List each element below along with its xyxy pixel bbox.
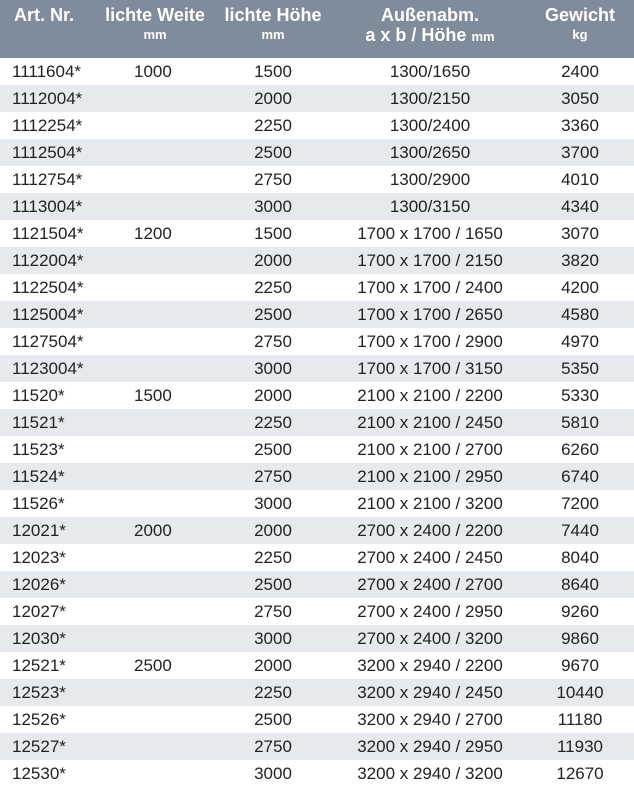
- cell-gewicht: 5810: [561, 413, 599, 432]
- table-row: [0, 355, 634, 382]
- cell-gewicht: 9860: [561, 629, 599, 648]
- cell-lichte-weite: [98, 436, 212, 463]
- cell-lichte-weite: [98, 463, 212, 490]
- cell-art-nr: 12523*: [12, 683, 66, 702]
- table-row: [0, 220, 634, 247]
- cell-art-nr: 12027*: [12, 602, 66, 621]
- header-lichte-weite-label: lichte Weite: [105, 5, 205, 25]
- table-row: [0, 760, 634, 787]
- cell-gewicht: 4200: [561, 278, 599, 297]
- cell-aussenabm: 2100 x 2100 / 3200: [357, 494, 503, 513]
- header-aussenabm-unit: mm: [471, 29, 495, 44]
- cell-lichte-weite: [98, 625, 212, 652]
- cell-aussenabm: 1300/2150: [389, 89, 471, 108]
- cell-art-nr: 12530*: [12, 764, 66, 783]
- cell-aussenabm: 1300/3150: [389, 197, 471, 216]
- cell-lichte-hoehe: 3000: [254, 197, 292, 216]
- cell-aussenabm: 1300/2650: [389, 143, 471, 162]
- cell-aussenabm: 3200 x 2940 / 3200: [357, 764, 503, 783]
- cell-aussenabm: 1300/2400: [389, 116, 471, 135]
- cell-lichte-hoehe: 2750: [254, 332, 292, 351]
- cell-gewicht: 4580: [561, 305, 599, 324]
- table-row: [0, 598, 634, 625]
- cell-lichte-weite: [98, 544, 212, 571]
- cell-lichte-weite: [98, 409, 212, 436]
- cell-gewicht: 3050: [561, 89, 599, 108]
- header-lichte-hoehe: [212, 0, 334, 58]
- cell-lichte-hoehe: 3000: [254, 764, 292, 783]
- cell-lichte-hoehe: 1500: [254, 62, 292, 81]
- cell-lichte-weite: [98, 760, 212, 787]
- table-row: [0, 463, 634, 490]
- cell-art-nr: 1112504*: [12, 143, 83, 162]
- table-row: [0, 436, 634, 463]
- cell-lichte-weite: [98, 247, 212, 274]
- cell-gewicht: 11180: [557, 710, 603, 729]
- cell-lichte-weite: [98, 301, 212, 328]
- table-row: [0, 166, 634, 193]
- cell-art-nr: 1122004*: [12, 251, 84, 270]
- header-lichte-weite-unit: mm: [143, 27, 167, 42]
- cell-art-nr: 1112254*: [12, 116, 83, 135]
- cell-art-nr: 1121504*: [12, 224, 84, 243]
- cell-lichte-hoehe: 2500: [254, 440, 292, 459]
- cell-gewicht: 4340: [561, 197, 599, 216]
- cell-gewicht: 5330: [561, 386, 599, 405]
- cell-aussenabm: 1700 x 1700 / 2900: [357, 332, 503, 351]
- cell-lichte-weite: 1000: [134, 62, 172, 81]
- cell-aussenabm: 2700 x 2400 / 2700: [357, 575, 503, 594]
- cell-aussenabm: 3200 x 2940 / 2950: [357, 737, 503, 756]
- cell-gewicht: 11930: [556, 737, 603, 756]
- table-row: [0, 139, 634, 166]
- cell-lichte-weite: 1200: [134, 224, 172, 243]
- cell-lichte-hoehe: 2750: [254, 602, 292, 621]
- cell-aussenabm: 2100 x 2100 / 2200: [357, 386, 503, 405]
- cell-aussenabm: 2700 x 2400 / 2450: [357, 548, 503, 567]
- cell-gewicht: 7440: [561, 521, 599, 540]
- cell-art-nr: 11524*: [12, 467, 65, 486]
- cell-lichte-weite: [98, 490, 212, 517]
- cell-lichte-hoehe: 2500: [254, 305, 292, 324]
- cell-lichte-hoehe: 2500: [254, 710, 292, 729]
- table-row: [0, 544, 634, 571]
- header-lichte-hoehe-label: lichte Höhe: [224, 5, 322, 25]
- cell-gewicht: 9670: [561, 656, 599, 675]
- cell-gewicht: 6260: [561, 440, 599, 459]
- cell-aussenabm: 1700 x 1700 / 2400: [357, 278, 503, 297]
- cell-lichte-hoehe: 2250: [254, 548, 292, 567]
- cell-lichte-hoehe: 2000: [254, 521, 292, 540]
- cell-aussenabm: 2100 x 2100 / 2450: [357, 413, 503, 432]
- cell-art-nr: 1123004*: [12, 359, 84, 378]
- cell-lichte-hoehe: 3000: [254, 629, 292, 648]
- cell-art-nr: 11521*: [12, 413, 65, 432]
- cell-art-nr: 11523*: [12, 440, 65, 459]
- table-row: [0, 490, 634, 517]
- cell-lichte-hoehe: 2750: [254, 170, 292, 189]
- table-row: [0, 517, 634, 544]
- cell-art-nr: 12527*: [12, 737, 66, 756]
- cell-aussenabm: 2700 x 2400 / 3200: [357, 629, 503, 648]
- cell-lichte-hoehe: 2250: [254, 413, 292, 432]
- table-row: [0, 328, 634, 355]
- cell-lichte-weite: [98, 112, 212, 139]
- table-body: [0, 58, 634, 787]
- cell-lichte-weite: [98, 679, 212, 706]
- cell-gewicht: 3070: [561, 224, 599, 243]
- cell-gewicht: 4970: [561, 332, 599, 351]
- table-row: [0, 301, 634, 328]
- header-art-nr: [0, 0, 98, 58]
- cell-lichte-hoehe: 2000: [254, 251, 292, 270]
- cell-lichte-hoehe: 1500: [254, 224, 292, 243]
- cell-art-nr: 12021*: [12, 521, 66, 540]
- table-row: [0, 679, 634, 706]
- cell-lichte-weite: [98, 193, 212, 220]
- cell-lichte-hoehe: 2000: [254, 656, 292, 675]
- table-row: [0, 382, 634, 409]
- cell-gewicht: 3820: [561, 251, 599, 270]
- cell-gewicht: 8040: [561, 548, 599, 567]
- cell-gewicht: 3700: [561, 143, 599, 162]
- header-gewicht-unit: kg: [572, 27, 588, 42]
- cell-gewicht: 2400: [561, 62, 599, 81]
- table-row: [0, 652, 634, 679]
- cell-aussenabm: 2100 x 2100 / 2950: [357, 467, 503, 486]
- cell-aussenabm: 2700 x 2400 / 2200: [357, 521, 503, 540]
- cell-art-nr: 11520*: [12, 386, 65, 405]
- table-row: [0, 571, 634, 598]
- header-aussenabm: [334, 0, 526, 58]
- cell-lichte-weite: [98, 706, 212, 733]
- cell-art-nr: 12526*: [12, 710, 66, 729]
- cell-gewicht: 5350: [561, 359, 599, 378]
- header-lichte-weite: [98, 0, 212, 58]
- cell-lichte-hoehe: 2250: [254, 116, 292, 135]
- cell-lichte-weite: [98, 274, 212, 301]
- cell-gewicht: 4010: [561, 170, 599, 189]
- table-row: [0, 85, 634, 112]
- cell-lichte-weite: [98, 139, 212, 166]
- header-gewicht-label: Gewicht: [544, 5, 615, 25]
- table-row: [0, 247, 634, 274]
- cell-lichte-weite: 2000: [134, 521, 172, 540]
- cell-aussenabm: 2100 x 2100 / 2700: [357, 440, 503, 459]
- cell-aussenabm: 1300/1650: [389, 62, 471, 81]
- cell-lichte-weite: [98, 85, 212, 112]
- cell-lichte-weite: [98, 571, 212, 598]
- cell-gewicht: 9260: [561, 602, 599, 621]
- cell-art-nr: 1125004*: [12, 305, 84, 324]
- cell-art-nr: 11526*: [12, 494, 65, 513]
- table-row: [0, 733, 634, 760]
- cell-art-nr: 1111604*: [12, 62, 82, 81]
- cell-gewicht: 3360: [561, 116, 599, 135]
- cell-lichte-weite: [98, 598, 212, 625]
- cell-aussenabm: 3200 x 2940 / 2700: [357, 710, 503, 729]
- cell-lichte-weite: [98, 328, 212, 355]
- cell-lichte-hoehe: 2500: [254, 143, 292, 162]
- header-art-nr-label: Art. Nr.: [14, 5, 75, 25]
- table-row: [0, 112, 634, 139]
- cell-lichte-weite: 1500: [134, 386, 172, 405]
- table-row: [0, 274, 634, 301]
- cell-art-nr: 12521*: [12, 656, 66, 675]
- cell-lichte-weite: [98, 733, 212, 760]
- cell-lichte-hoehe: 2500: [254, 575, 292, 594]
- cell-art-nr: 12023*: [12, 548, 66, 567]
- cell-gewicht: 10440: [556, 683, 604, 702]
- header-aussenabm-sub: [336, 25, 524, 47]
- cell-aussenabm: 3200 x 2940 / 2200: [357, 656, 503, 675]
- cell-gewicht: 8640: [561, 575, 599, 594]
- header-aussenabm-dims: a x b / Höhe: [365, 25, 467, 45]
- cell-lichte-hoehe: 2750: [254, 737, 292, 756]
- cell-aussenabm: 1700 x 1700 / 3150: [357, 359, 503, 378]
- header-aussenabm-label: Außenabm.: [380, 5, 479, 25]
- cell-aussenabm: 3200 x 2940 / 2450: [357, 683, 503, 702]
- cell-art-nr: 1127504*: [12, 332, 84, 351]
- header-row: [0, 0, 634, 58]
- cell-lichte-hoehe: 3000: [254, 359, 292, 378]
- cell-aussenabm: 1700 x 1700 / 2150: [357, 251, 503, 270]
- cell-art-nr: 1113004*: [12, 197, 83, 216]
- cell-gewicht: 7200: [561, 494, 599, 513]
- table-row: [0, 58, 634, 85]
- cell-aussenabm: 1300/2900: [389, 170, 471, 189]
- cell-aussenabm: 1700 x 1700 / 2650: [357, 305, 503, 324]
- table-row: [0, 625, 634, 652]
- table-header: [0, 0, 634, 58]
- cell-lichte-weite: [98, 166, 212, 193]
- table-row: [0, 409, 634, 436]
- cell-lichte-hoehe: 2000: [254, 89, 292, 108]
- cell-aussenabm: 1700 x 1700 / 1650: [357, 224, 503, 243]
- cell-art-nr: 12026*: [12, 575, 66, 594]
- cell-lichte-weite: 2500: [134, 656, 172, 675]
- cell-lichte-weite: [98, 355, 212, 382]
- cell-gewicht: 12670: [556, 764, 604, 783]
- cell-lichte-hoehe: 2250: [254, 683, 292, 702]
- header-lichte-hoehe-unit: mm: [261, 27, 285, 42]
- cell-gewicht: 6740: [561, 467, 599, 486]
- cell-art-nr: 12030*: [12, 629, 66, 648]
- cell-lichte-hoehe: 2750: [254, 467, 292, 486]
- cell-aussenabm: 2700 x 2400 / 2950: [357, 602, 503, 621]
- cell-lichte-hoehe: 2250: [254, 278, 292, 297]
- cell-art-nr: 1112754*: [12, 170, 83, 189]
- table-row: [0, 193, 634, 220]
- table-row: [0, 706, 634, 733]
- cell-art-nr: 1112004*: [12, 89, 83, 108]
- cell-art-nr: 1122504*: [12, 278, 84, 297]
- cell-lichte-hoehe: 2000: [254, 386, 292, 405]
- header-gewicht: [526, 0, 634, 58]
- cell-lichte-hoehe: 3000: [254, 494, 292, 513]
